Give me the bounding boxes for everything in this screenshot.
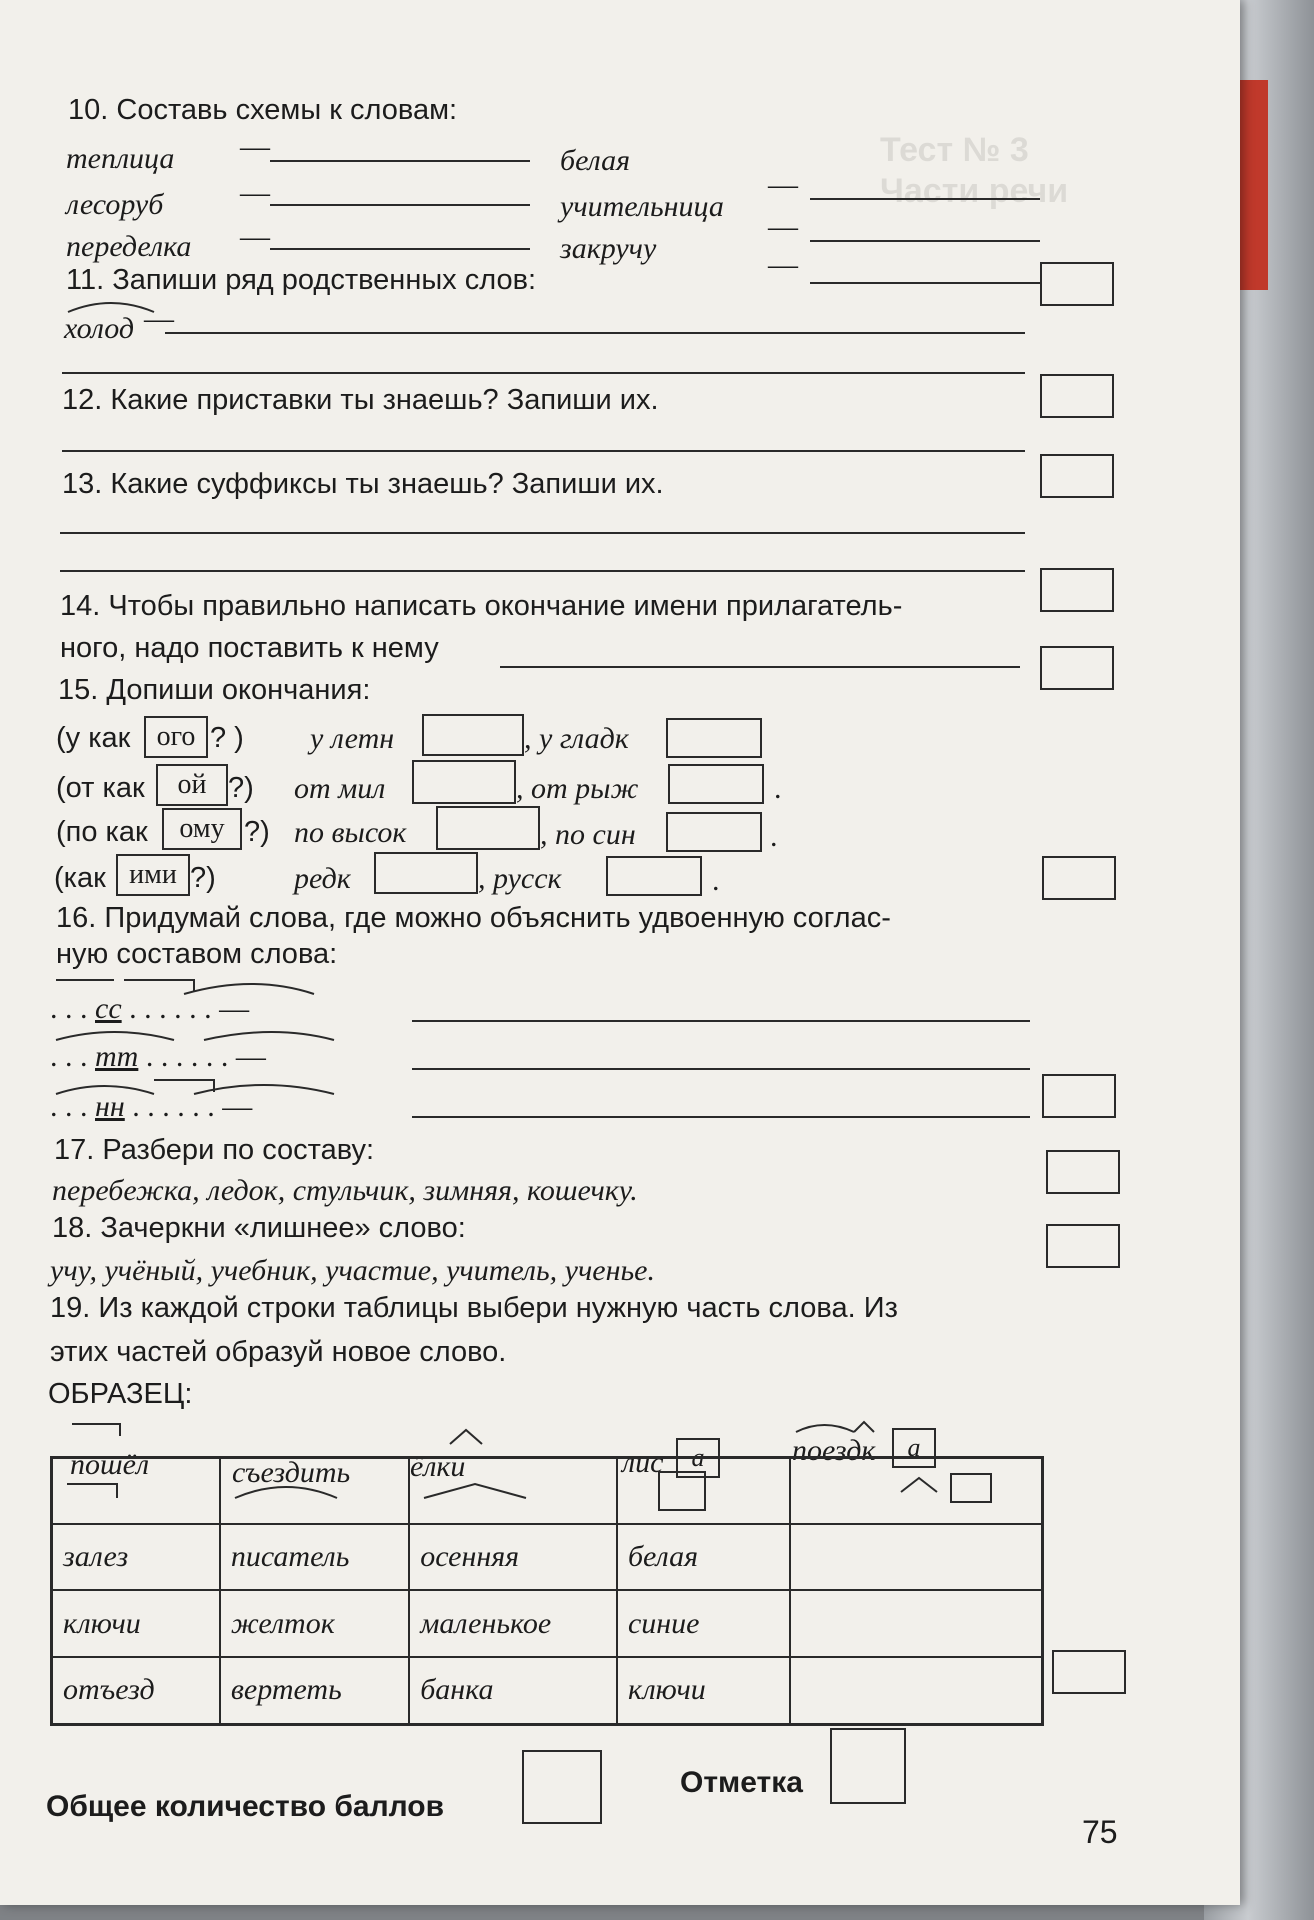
- score-box[interactable]: [1040, 262, 1114, 306]
- scheme-row-1: . . . сс . . . . . . —: [50, 992, 250, 1025]
- period: .: [712, 864, 720, 897]
- q17-label: 17. Разбери по составу:: [54, 1134, 375, 1166]
- answer-line[interactable]: [810, 282, 1040, 284]
- ending-input[interactable]: [666, 718, 762, 758]
- score-box[interactable]: [1046, 1224, 1120, 1268]
- cell-scheme-symbol: [790, 1458, 1043, 1524]
- q12-label: 12. Какие приставки ты знаешь? Запиши их.: [62, 384, 659, 416]
- answer-line[interactable]: [810, 240, 1040, 242]
- answer-line[interactable]: [412, 1020, 1030, 1022]
- dash: —: [768, 168, 798, 201]
- ending-box: ому: [162, 808, 242, 850]
- ending-box: а: [676, 1438, 720, 1478]
- answer-line[interactable]: [500, 666, 1020, 668]
- q15-word: , русск: [478, 862, 562, 895]
- table-row: [52, 1657, 1043, 1725]
- suffix-mark: [446, 1426, 486, 1446]
- ending-input[interactable]: [606, 856, 702, 896]
- q16-line2: ную составом слова:: [56, 938, 338, 970]
- table-cell: вертеть: [220, 1657, 409, 1725]
- q15-question-end: ?): [228, 772, 254, 804]
- q14-line2: ного, надо поставить к нему: [60, 632, 439, 664]
- q15-question-end: ? ): [210, 722, 244, 754]
- score-box[interactable]: [1040, 568, 1114, 612]
- q10-label: 10. Составь схемы к словам:: [68, 94, 458, 126]
- sample-word: поездк: [792, 1434, 876, 1467]
- q15-question-end: ?): [190, 862, 216, 894]
- q19-line1: 19. Из каждой строки таблицы выбери нужную часть слова. Из: [50, 1292, 898, 1324]
- answer-line[interactable]: [270, 204, 530, 206]
- ending-input[interactable]: [668, 764, 764, 804]
- q10-word-1: теплица: [66, 142, 175, 175]
- score-box[interactable]: [1040, 454, 1114, 498]
- ending-input[interactable]: [666, 812, 762, 852]
- double-consonant: тт: [95, 1040, 139, 1073]
- ending-box: ого: [144, 716, 208, 758]
- score-box[interactable]: [1052, 1650, 1126, 1694]
- answer-line[interactable]: [60, 532, 1025, 534]
- table-cell-answer[interactable]: [790, 1657, 1043, 1725]
- q15-word: , от рыж: [516, 772, 639, 805]
- table-cell: писатель: [220, 1524, 409, 1591]
- q14-line1: 14. Чтобы правильно написать окончание имени прилагатель-: [60, 590, 903, 622]
- cell-root-symbol: [220, 1458, 409, 1524]
- cell-ending-symbol: [617, 1458, 790, 1524]
- ending-input[interactable]: [374, 852, 478, 894]
- ending-box: ими: [116, 854, 190, 896]
- dash: —: [144, 302, 174, 335]
- score-box[interactable]: [1040, 374, 1114, 418]
- q10-word-6: закручу: [560, 232, 657, 265]
- table-cell: синие: [617, 1590, 790, 1657]
- q19-line2: этих частей образуй новое слово.: [50, 1336, 507, 1368]
- dash: —: [240, 220, 270, 253]
- score-box[interactable]: [1046, 1150, 1120, 1194]
- ending-symbol: [658, 1471, 706, 1511]
- q17-words: перебежка, ледок, стульчик, зимняя, кошечку.: [52, 1174, 638, 1207]
- answer-line[interactable]: [60, 570, 1025, 572]
- q15-word: , у гладк: [524, 722, 629, 755]
- table-cell: осенняя: [409, 1524, 617, 1591]
- q18-words: учу, учёный, учебник, участие, учитель, ученье.: [50, 1254, 655, 1287]
- table-cell-answer[interactable]: [790, 1524, 1043, 1591]
- double-consonant: нн: [95, 1090, 125, 1123]
- sample-label: ОБРАЗЕЦ:: [48, 1378, 193, 1410]
- bleed-through-text: Тест № 3 Части речи: [880, 131, 1069, 210]
- q10-word-3: переделка: [66, 230, 192, 263]
- q11-word: холод: [64, 312, 135, 345]
- prefix-mark: [63, 1480, 123, 1500]
- sample-word: лис: [622, 1446, 664, 1479]
- ending-input[interactable]: [412, 760, 516, 804]
- score-box[interactable]: [1042, 1074, 1116, 1118]
- q15-word: редк: [294, 862, 351, 895]
- q10-word-4: белая: [560, 144, 631, 177]
- answer-line[interactable]: [270, 160, 530, 162]
- q15-word: у летн: [310, 722, 395, 755]
- sample-word: пошёл: [70, 1448, 150, 1481]
- table-row: [52, 1524, 1043, 1591]
- q15-question: (у как: [56, 722, 131, 754]
- answer-line[interactable]: [810, 198, 1040, 200]
- parts-table: [50, 1456, 1044, 1726]
- scheme-row-2: . . . тт . . . . . . —: [50, 1040, 266, 1073]
- q15-word: , по син: [540, 818, 636, 851]
- q18-label: 18. Зачеркни «лишнее» слово:: [52, 1212, 466, 1244]
- table-cell: желток: [220, 1590, 409, 1657]
- dash: —: [768, 248, 798, 281]
- q15-question: (от как: [56, 772, 145, 804]
- table-cell: отъезд: [52, 1657, 220, 1725]
- root-mark: [231, 1480, 341, 1500]
- table-row-symbols: [52, 1458, 1043, 1524]
- answer-line[interactable]: [165, 332, 1025, 334]
- table-cell: залез: [52, 1524, 220, 1591]
- mark-box[interactable]: [830, 1728, 906, 1804]
- answer-line[interactable]: [412, 1116, 1030, 1118]
- q15-question: (как: [54, 862, 106, 894]
- table-cell: маленькое: [409, 1590, 617, 1657]
- answer-line[interactable]: [62, 450, 1025, 452]
- suffix-mark: [420, 1480, 530, 1500]
- scheme-row-3: . . . нн . . . . . . —: [50, 1090, 253, 1123]
- q15-question-end: ?): [244, 816, 270, 848]
- answer-line[interactable]: [270, 248, 530, 250]
- mark-label: Отметка: [680, 1766, 803, 1799]
- cell-prefix-symbol: [52, 1458, 220, 1524]
- ending-box: ой: [156, 764, 228, 806]
- q13-label: 13. Какие суффиксы ты знаешь? Запиши их.: [62, 468, 664, 500]
- table-cell: ключи: [617, 1657, 790, 1725]
- table-cell: банка: [409, 1657, 617, 1725]
- answer-line[interactable]: [412, 1068, 1030, 1070]
- q15-word: по высок: [294, 816, 407, 849]
- score-box[interactable]: [1042, 856, 1116, 900]
- q11-label: 11. Запиши ряд родственных слов:: [66, 264, 537, 296]
- period: .: [770, 820, 778, 853]
- table-cell: белая: [617, 1524, 790, 1591]
- q15-question: (по как: [56, 816, 148, 848]
- total-score-label: Общее количество баллов: [46, 1790, 445, 1823]
- dash: —: [768, 210, 798, 243]
- q10-word-5: учительница: [560, 190, 724, 223]
- q16-line1: 16. Придумай слова, где можно объяснить удвоенную соглас-: [56, 902, 891, 934]
- table-row: [52, 1590, 1043, 1657]
- ending-input[interactable]: [436, 806, 540, 850]
- q10-word-2: лесоруб: [66, 188, 164, 221]
- sample-word: съездить: [232, 1456, 351, 1489]
- table-cell-answer[interactable]: [790, 1590, 1043, 1657]
- word-scheme-marks: [801, 1470, 1031, 1504]
- table-cell: ключи: [52, 1590, 220, 1657]
- dash: —: [240, 176, 270, 209]
- prefix-mark: [70, 1420, 130, 1438]
- score-box[interactable]: [1040, 646, 1114, 690]
- q15-label: 15. Допиши окончания:: [58, 674, 371, 706]
- cell-suffix-symbol: [409, 1458, 617, 1524]
- total-score-box[interactable]: [522, 1750, 602, 1824]
- period: .: [774, 772, 782, 805]
- page-number: 75: [1082, 1814, 1118, 1850]
- double-consonant: сс: [95, 992, 122, 1025]
- dash: —: [240, 130, 270, 163]
- answer-line[interactable]: [62, 372, 1025, 374]
- ending-input[interactable]: [422, 714, 524, 756]
- sample-word: ёлки: [410, 1450, 466, 1483]
- ending-box: а: [892, 1428, 936, 1468]
- root-mark: [66, 300, 156, 314]
- q15-word: от мил: [294, 772, 386, 805]
